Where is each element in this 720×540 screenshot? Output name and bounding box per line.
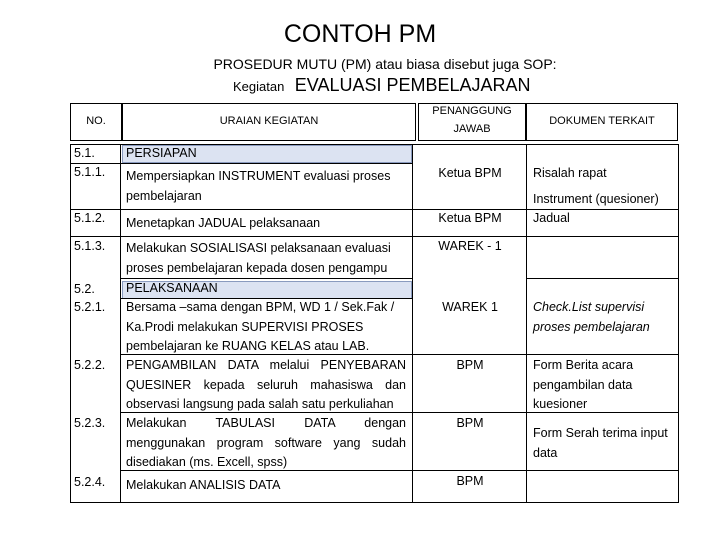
kegiatan-label: Kegiatan	[233, 79, 285, 94]
row-no: 5.1.2.	[74, 211, 106, 225]
row-uraian: Melakukan SOSIALISASI pelaksanaan evaluasi proses pembelajaran kepada dosen pengampu	[126, 241, 391, 275]
row-no: 5.2.2.	[74, 358, 106, 372]
row-no: 5.1.	[74, 146, 95, 160]
row-uraian: Melakukan TABULASI DATA dengan menggunakan program software yang sudah disediakan (ms. Excell, spss)	[126, 416, 406, 469]
row-dokumen: Jadual	[533, 211, 570, 225]
row-no: 5.2.	[74, 282, 95, 296]
row-penanggung: BPM	[456, 474, 484, 488]
header-no: NO.	[86, 115, 106, 127]
row-no: 5.2.4.	[74, 475, 106, 489]
row-line-3	[70, 236, 678, 237]
row-uraian: Menetapkan JADUAL pelaksanaan	[126, 216, 321, 230]
row-dokumen: Check.List supervisi proses pembelajaran	[533, 300, 650, 334]
row-penanggung: WAREK 1	[442, 300, 498, 314]
body-bottom-border	[70, 502, 678, 503]
row-uraian: Melakukan ANALISIS DATA	[126, 478, 281, 492]
header-penanggung-1: PENANGGUNG	[432, 105, 512, 117]
kegiatan-value: EVALUASI PEMBELAJARAN	[294, 75, 531, 95]
col-line-right	[678, 144, 679, 503]
row-penanggung: BPM	[456, 358, 484, 372]
row-no: 5.2.1.	[74, 300, 106, 314]
row-penanggung: WAREK - 1	[438, 239, 502, 253]
row-uraian: PELAKSANAAN	[126, 281, 218, 295]
row-penanggung: BPM	[456, 416, 484, 430]
row-dokumen: Form Serah terima input data	[533, 426, 668, 460]
row-uraian: PERSIAPAN	[126, 146, 197, 160]
row-dokumen: Form Berita acara pengambilan data kuesioner	[533, 358, 634, 411]
col-line-pj	[526, 144, 527, 503]
row-uraian: PENGAMBILAN DATA melalui PENYEBARAN QUESINER kepada seluruh mahasiswa dan observasi langsung pada salah satu perkuliahan	[126, 358, 406, 411]
kegiatan-line	[233, 75, 531, 96]
row-line-4	[526, 278, 678, 279]
col-line-no	[120, 144, 121, 503]
page-title: CONTOH PM	[283, 20, 437, 48]
row-uraian: Mempersiapkan INSTRUMENT evaluasi proses pembelajaran	[126, 169, 391, 203]
row-uraian: Bersama –sama dengan BPM, WD 1 / Sek.Fak / Ka.Prodi melakukan SUPERVISI PROSES pembelajaran ke RUANG KELAS atau LAB.	[126, 300, 395, 353]
row-line-1	[70, 163, 412, 164]
row-dokumen: Risalah rapat	[533, 166, 607, 180]
header-uraian: URAIAN KEGIATAN	[219, 115, 319, 127]
subtitle: PROSEDUR MUTU (PM) atau biasa disebut juga SOP:	[213, 56, 557, 72]
row-no: 5.1.1.	[74, 165, 106, 179]
row-penanggung: Ketua BPM	[438, 166, 502, 180]
col-line-uraian	[412, 144, 413, 503]
col-line-left	[70, 144, 71, 503]
header-dokumen: DOKUMEN TERKAIT	[549, 115, 655, 127]
row-penanggung: Ketua BPM	[438, 211, 502, 225]
row-no: 5.2.3.	[74, 416, 106, 430]
row-no: 5.1.3.	[74, 239, 106, 253]
row-dokumen: Instrument (quesioner)	[533, 192, 659, 206]
header-penanggung-2: JAWAB	[453, 123, 491, 135]
